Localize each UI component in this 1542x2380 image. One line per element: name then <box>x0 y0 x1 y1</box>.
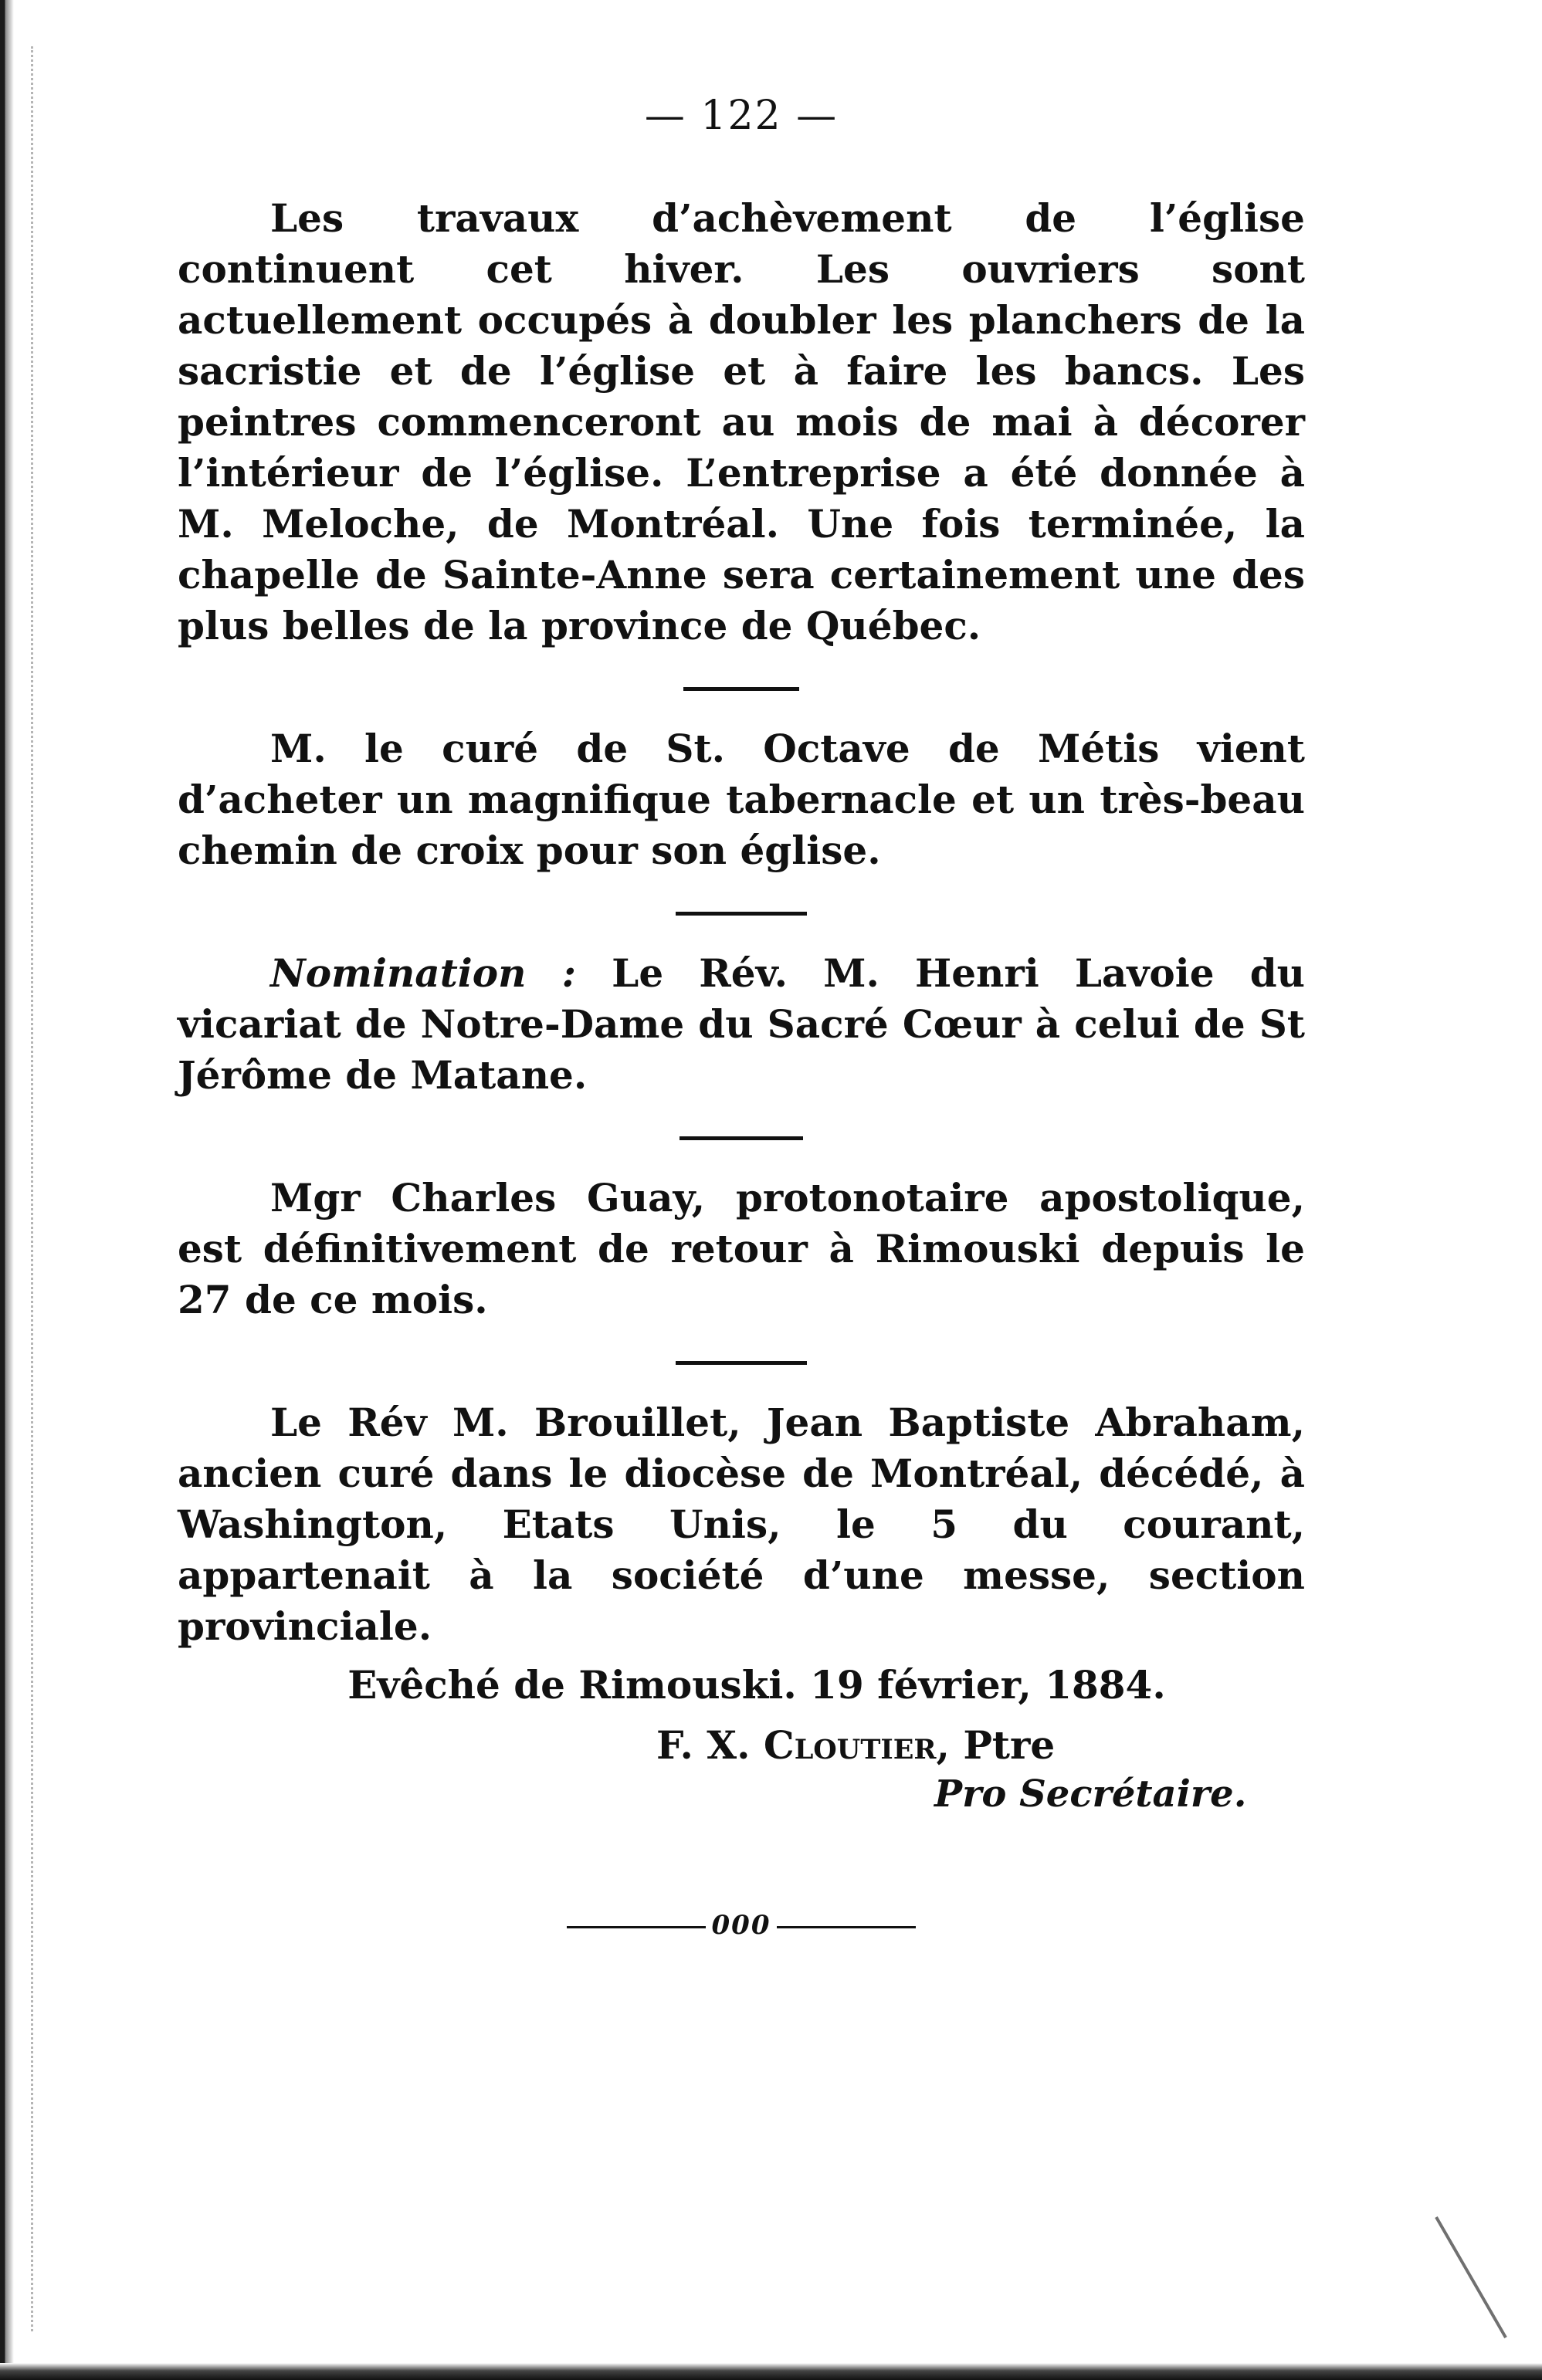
margin-specks <box>31 46 64 2331</box>
section-rule <box>683 687 799 691</box>
ornament-text: 000 <box>711 1910 771 1941</box>
section-rule <box>676 1361 807 1365</box>
ornament-line-right <box>777 1926 916 1928</box>
page-number: — 122 — <box>644 93 839 139</box>
page-content <box>178 93 1305 1941</box>
signature-suffix: , Ptre <box>936 1722 1056 1768</box>
nomination-label: Nomination : <box>270 950 577 996</box>
signatory-title: Pro Secrétaire. <box>934 1772 1247 1816</box>
signature <box>178 1720 1305 1771</box>
scan-mark <box>1435 2216 1506 2338</box>
paragraph-nomination <box>178 948 1305 1101</box>
paragraph-brouillet: Le Rév M. Brouillet, Jean Baptiste Abraham, ancien curé dans le diocèse de Montréal, décédé, à Washington, Etats Unis, le 5 du courant, appartenait à la société d’une messe, section provinciale. <box>178 1400 1305 1649</box>
signature-name: Cloutier <box>763 1722 937 1768</box>
ornament-line-left <box>567 1926 706 1928</box>
signature-initials: F. X. <box>656 1722 764 1768</box>
section-rule <box>676 912 807 916</box>
dateline: Evêché de Rimouski. 19 février, 1884. <box>347 1662 1166 1708</box>
bottom-edge <box>0 2363 1542 2380</box>
section-rule <box>679 1136 803 1140</box>
paragraph-tabernacle: M. le curé de St. Octave de Métis vient d’acheter un magnifique tabernacle et un très-beau chemin de croix pour son église. <box>178 726 1305 873</box>
nomination-text: Le Rév. M. Henri Lavoie du vicariat de Notre-Dame du Sacré Cœur à celui de St Jérôme de Matane. <box>178 950 1306 1098</box>
end-ornament <box>178 1910 1305 1941</box>
paragraph-mgr-guay: Mgr Charles Guay, protonotaire apostolique, est définitivement de retour à Rimouski depuis le 27 de ce mois. <box>178 1175 1305 1322</box>
binding-edge <box>0 0 14 2380</box>
paragraph-church-works: Les travaux d’achèvement de l’église continuent cet hiver. Les ouvriers sont actuellement occupés à doubler les planchers de la sacristie et de l’église et à faire les bancs. Les peintres commenceront au mois de mai à décorer l’intérieur de l’église. L’entreprise a été donnée à M. Meloche, de Montréal. Une fois terminée, la chapelle de Sainte-Anne sera certainement une des plus belles de la province de Québec. <box>178 195 1305 648</box>
